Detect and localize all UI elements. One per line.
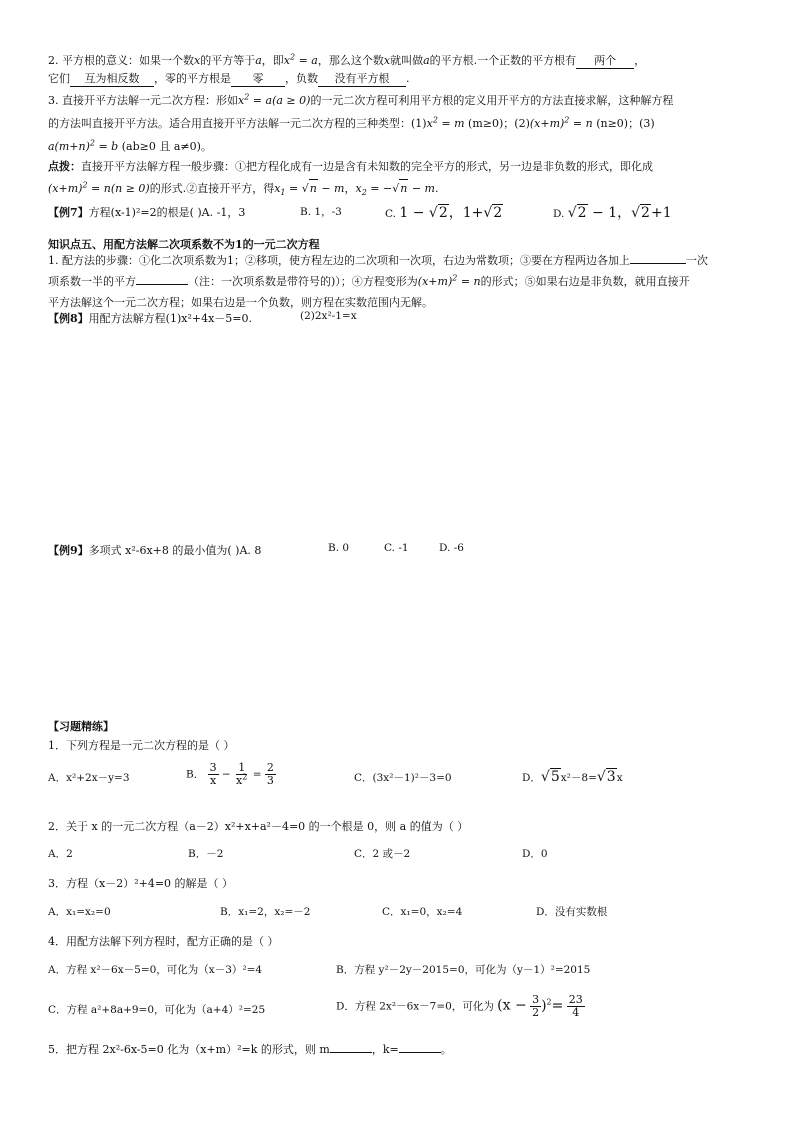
question-5: 5．把方程 2x²-6x-5=0 化为（x+m）²=k 的形式，则 m ，k= 。 xyxy=(48,1043,452,1056)
paragraph-direct-square-root: 3. 直接开平方法解一元二次方程：形如$x^2 = a(a \ge 0)$的一元二次方程可利用平方根的定义用开平方的方法直接求解，这种解方程 的方法叫直接开平方法。适合用直接开平方法解一元二次方程的三种类型：$(1)x^2 = m$ (m≥0)；$(2)(x+m)^2 = n$ (n≥0)；(3) $a(m+n)^2 = b$ (ab≥0 且 a≠0)。 xyxy=(48,92,674,153)
question-3: 3．方程（x－2）²+4=0 的解是（ ） xyxy=(48,877,234,890)
example-9: 【例9】多项式 x²-6x+8 的最小值为( )A. 8 xyxy=(48,544,262,557)
example-8: 【例8】用配方法解方程(1)x²+4x－5=0. xyxy=(48,312,252,325)
blank-opposite[interactable]: 互为相反数 xyxy=(70,72,154,87)
q1-option-d[interactable]: D．√5x²－8=√3x xyxy=(522,769,623,785)
question-2: 2．关于 x 的一元二次方程（a－2）x²+x+a²－4=0 的一个根是 0，则 a 的值为（ ） xyxy=(48,820,469,833)
blank-no-root[interactable]: 没有平方根 xyxy=(318,72,406,87)
q2-option-a[interactable]: A．2 xyxy=(48,848,73,860)
practice-title: 【习题精练】 xyxy=(48,720,114,733)
q4-option-d[interactable]: D．方程 2x²－6x－7=0，可化为 (x − $\frac{3}{2}$ )$^2$= $\frac{23}{4}$ xyxy=(336,993,583,1019)
blank-k[interactable] xyxy=(399,1052,441,1053)
q2-option-b[interactable]: B．－2 xyxy=(188,848,224,860)
paragraph-complete-square-steps: 1. 配方法的步骤：①化二次项系数为1；②移项，使方程左边的二次项和一次项，右边为常数项；③要在方程两边各加上 一次 项系数一半的平方 （注：一次项系数是带符号的)）；④方程变形为$(x+m)^2 = n$的形式；⑤如果右边是非负数，就用直接开 平方法解这个一元二次方程；如果右边是一个负数，则方程在实数范围内无解。 xyxy=(48,254,708,309)
q4-option-c[interactable]: C．方程 a²+8a+9=0，可化为（a+4）²=25 xyxy=(48,1004,266,1016)
blank-first[interactable] xyxy=(630,263,686,264)
ex7-option-b[interactable]: B. 1，-3 xyxy=(300,206,342,218)
example-8-part-2: (2)2x²-1=x xyxy=(300,310,357,322)
ex7-option-c[interactable]: C. 1 − √2，1+√2 xyxy=(385,205,503,221)
ex9-option-d[interactable]: D. -6 xyxy=(439,542,464,554)
blank-half[interactable] xyxy=(136,284,188,285)
blank-m[interactable] xyxy=(330,1052,372,1053)
paragraph-tip: 点拨：直接开平方法解方程一般步骤：①把方程化成有一边是含有未知数的完全平方的形式，另一边是非负数的形式，即化成 $(x+m)^2 = n(n \ge 0)$的形式.②直接开平方，得$x_1 = √n - m$，$x_2 = -√n - m$. xyxy=(48,160,653,198)
q3-option-a[interactable]: A．x₁=x₂=0 xyxy=(48,906,111,918)
q4-option-a[interactable]: A．方程 x²－6x－5=0，可化为（x－3）²=4 xyxy=(48,964,263,976)
ex9-option-c[interactable]: C. -1 xyxy=(384,542,409,554)
q1-option-c[interactable]: C．(3x²－1)²－3=0 xyxy=(354,772,452,784)
blank-two[interactable]: 两个 xyxy=(576,54,634,69)
q3-option-b[interactable]: B．x₁=2，x₂=－2 xyxy=(220,906,311,918)
q2-option-d[interactable]: D．0 xyxy=(522,848,548,860)
q2-option-c[interactable]: C．2 或－2 xyxy=(354,848,411,860)
ex7-option-d[interactable]: D. √2 − 1，√2+1 xyxy=(553,205,672,221)
question-1: 1．下列方程是一元二次方程的是（ ） xyxy=(48,739,235,752)
q1-option-a[interactable]: A．x²+2x－y=3 xyxy=(48,772,130,784)
q3-option-d[interactable]: D．没有实数根 xyxy=(536,906,608,918)
question-4: 4．用配方法解下列方程时，配方正确的是（ ） xyxy=(48,935,279,948)
paragraph-square-root-meaning: 2. 平方根的意义：如果一个数x的平方等于a，即$x^2 = a$，那么这个数x就叫做a的平方根.一个正数的平方根有 两个 ， 它们 互为相反数 ，零的平方根是 零 ，负数 没有平方根 . xyxy=(48,52,646,85)
q3-option-c[interactable]: C．x₁=0，x₂=4 xyxy=(382,906,463,918)
example-7: 【例7】方程(x-1)²=2的根是( )A. -1，3 xyxy=(48,206,246,219)
blank-zero[interactable]: 零 xyxy=(231,72,285,87)
q4-option-b[interactable]: B．方程 y²－2y－2015=0，可化为（y－1）²=2015 xyxy=(336,964,591,976)
formula-x2-a: $x^2 = a(a \ge 0)$ xyxy=(238,92,311,107)
knowledge-point-5-title: 知识点五、用配方法解二次项系数不为1的一元二次方程 xyxy=(48,238,320,251)
ex9-option-b[interactable]: B. 0 xyxy=(328,542,350,554)
q1-option-b[interactable]: B． $\frac{3}{x}$ − $\frac{1}{x^2}$ = $\frac{2}{3}$ xyxy=(186,761,274,787)
